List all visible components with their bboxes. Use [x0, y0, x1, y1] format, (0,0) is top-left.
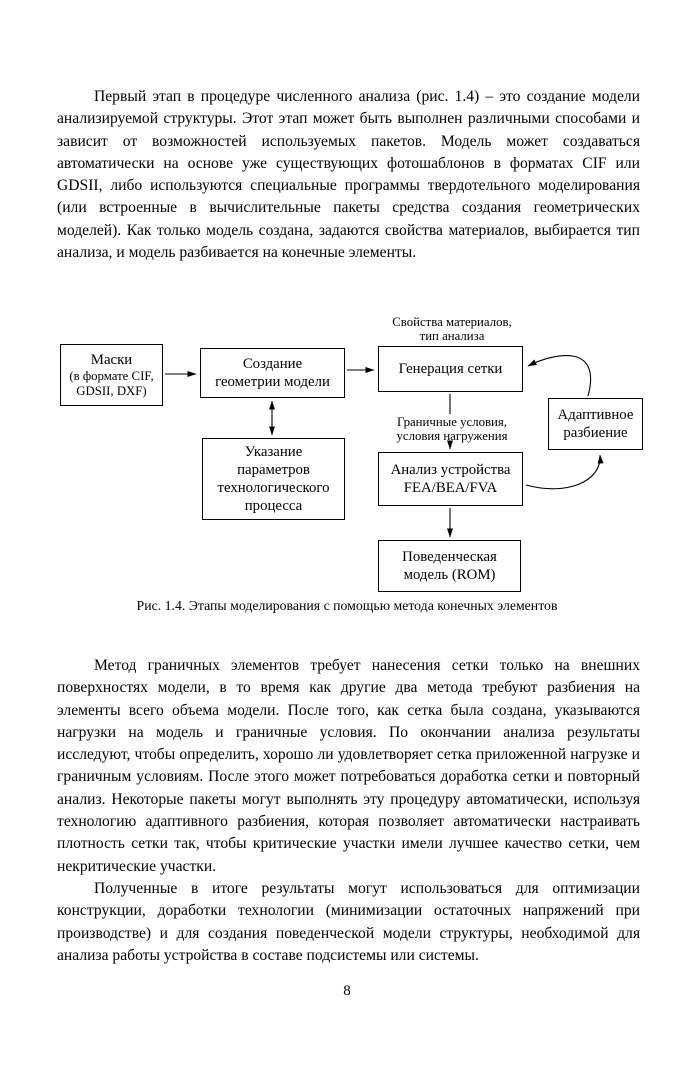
- arrow-adaptive-to-mesh: [528, 356, 591, 396]
- box-masks-formats: (в формате CIF, GDSII, DXF): [69, 369, 154, 398]
- paragraph-results-usage: Полученные в итоге результаты могут использоваться для оптимизации конструкции, доработки технологии (минимизации остаточных напряжений при производстве) и для создания поведенческой модели структуры, необходимой для анализа работы устройства в составе подсистемы или системы.: [57, 879, 640, 964]
- box-adaptive-meshing: Адаптивное разбиение: [548, 398, 643, 450]
- box-mesh-generation: Генерация сетки: [378, 346, 523, 392]
- paragraph-boundary-method: Метод граничных элементов требует нанесения сетки только на внешних поверхностях модели, в то время как другие два метода требуют разбиения на элементы всего объема модели. После того, как сетка была создана, указываются нагрузки на модель и граничные условия. По окончании анализа результаты исследуют, чтобы определить, хорошо ли удовлетворяет сетка приложенной нагрузке и граничным условиям. После этого может потребоваться доработка сетки и повторный анализ. Некоторые пакеты могут выполнять эту процедуру автоматически, используя технологию адаптивного разбиения, которая позволяет автоматически настраивать плотность сетки так, чтобы критические участки имели лучшее качество сетки, чем некритические участки.: [57, 657, 640, 875]
- box-masks: [60, 344, 163, 406]
- box-device-analysis: Анализ устройства FEA/BEA/FVA: [378, 452, 523, 506]
- paragraph-intro: Первый этап в процедуре численного анализа (рис. 1.4) – это создание модели анализируемой структуры. Этот этап может быть выполнен различными способами и зависит от возможностей используемых пакетов. Модель может создаваться автоматически на основе уже существующих фотошаблонов в форматах CIF или GDSII, либо используются специальные программы твердотельного моделирования (или встроенные в вычислительные пакеты средства создания геометрических моделей). Как только модель создана, задаются свойства материалов, выбирается тип анализа, и модель разбивается на конечные элементы.: [57, 88, 640, 262]
- lower-text-block: [57, 655, 640, 967]
- figure-caption: Рис. 1.4. Этапы моделирования с помощью метода конечных элементов: [136, 598, 558, 613]
- label-boundary-conditions: Граничные условия, условия нагружения: [396, 415, 508, 443]
- figure-flowchart: [0, 308, 694, 608]
- box-create-geometry: Создание геометрии модели: [200, 348, 345, 398]
- box-tech-process-params: Указание параметров технологического процесса: [202, 438, 345, 520]
- box-masks-title: Маски: [90, 352, 133, 368]
- label-material-properties: Свойства материалов, тип анализа: [392, 315, 512, 343]
- box-behavioral-model: Поведенческая модель (ROM): [378, 540, 521, 592]
- page-number: 8: [343, 983, 351, 999]
- arrow-analysis-to-adaptive: [526, 455, 600, 489]
